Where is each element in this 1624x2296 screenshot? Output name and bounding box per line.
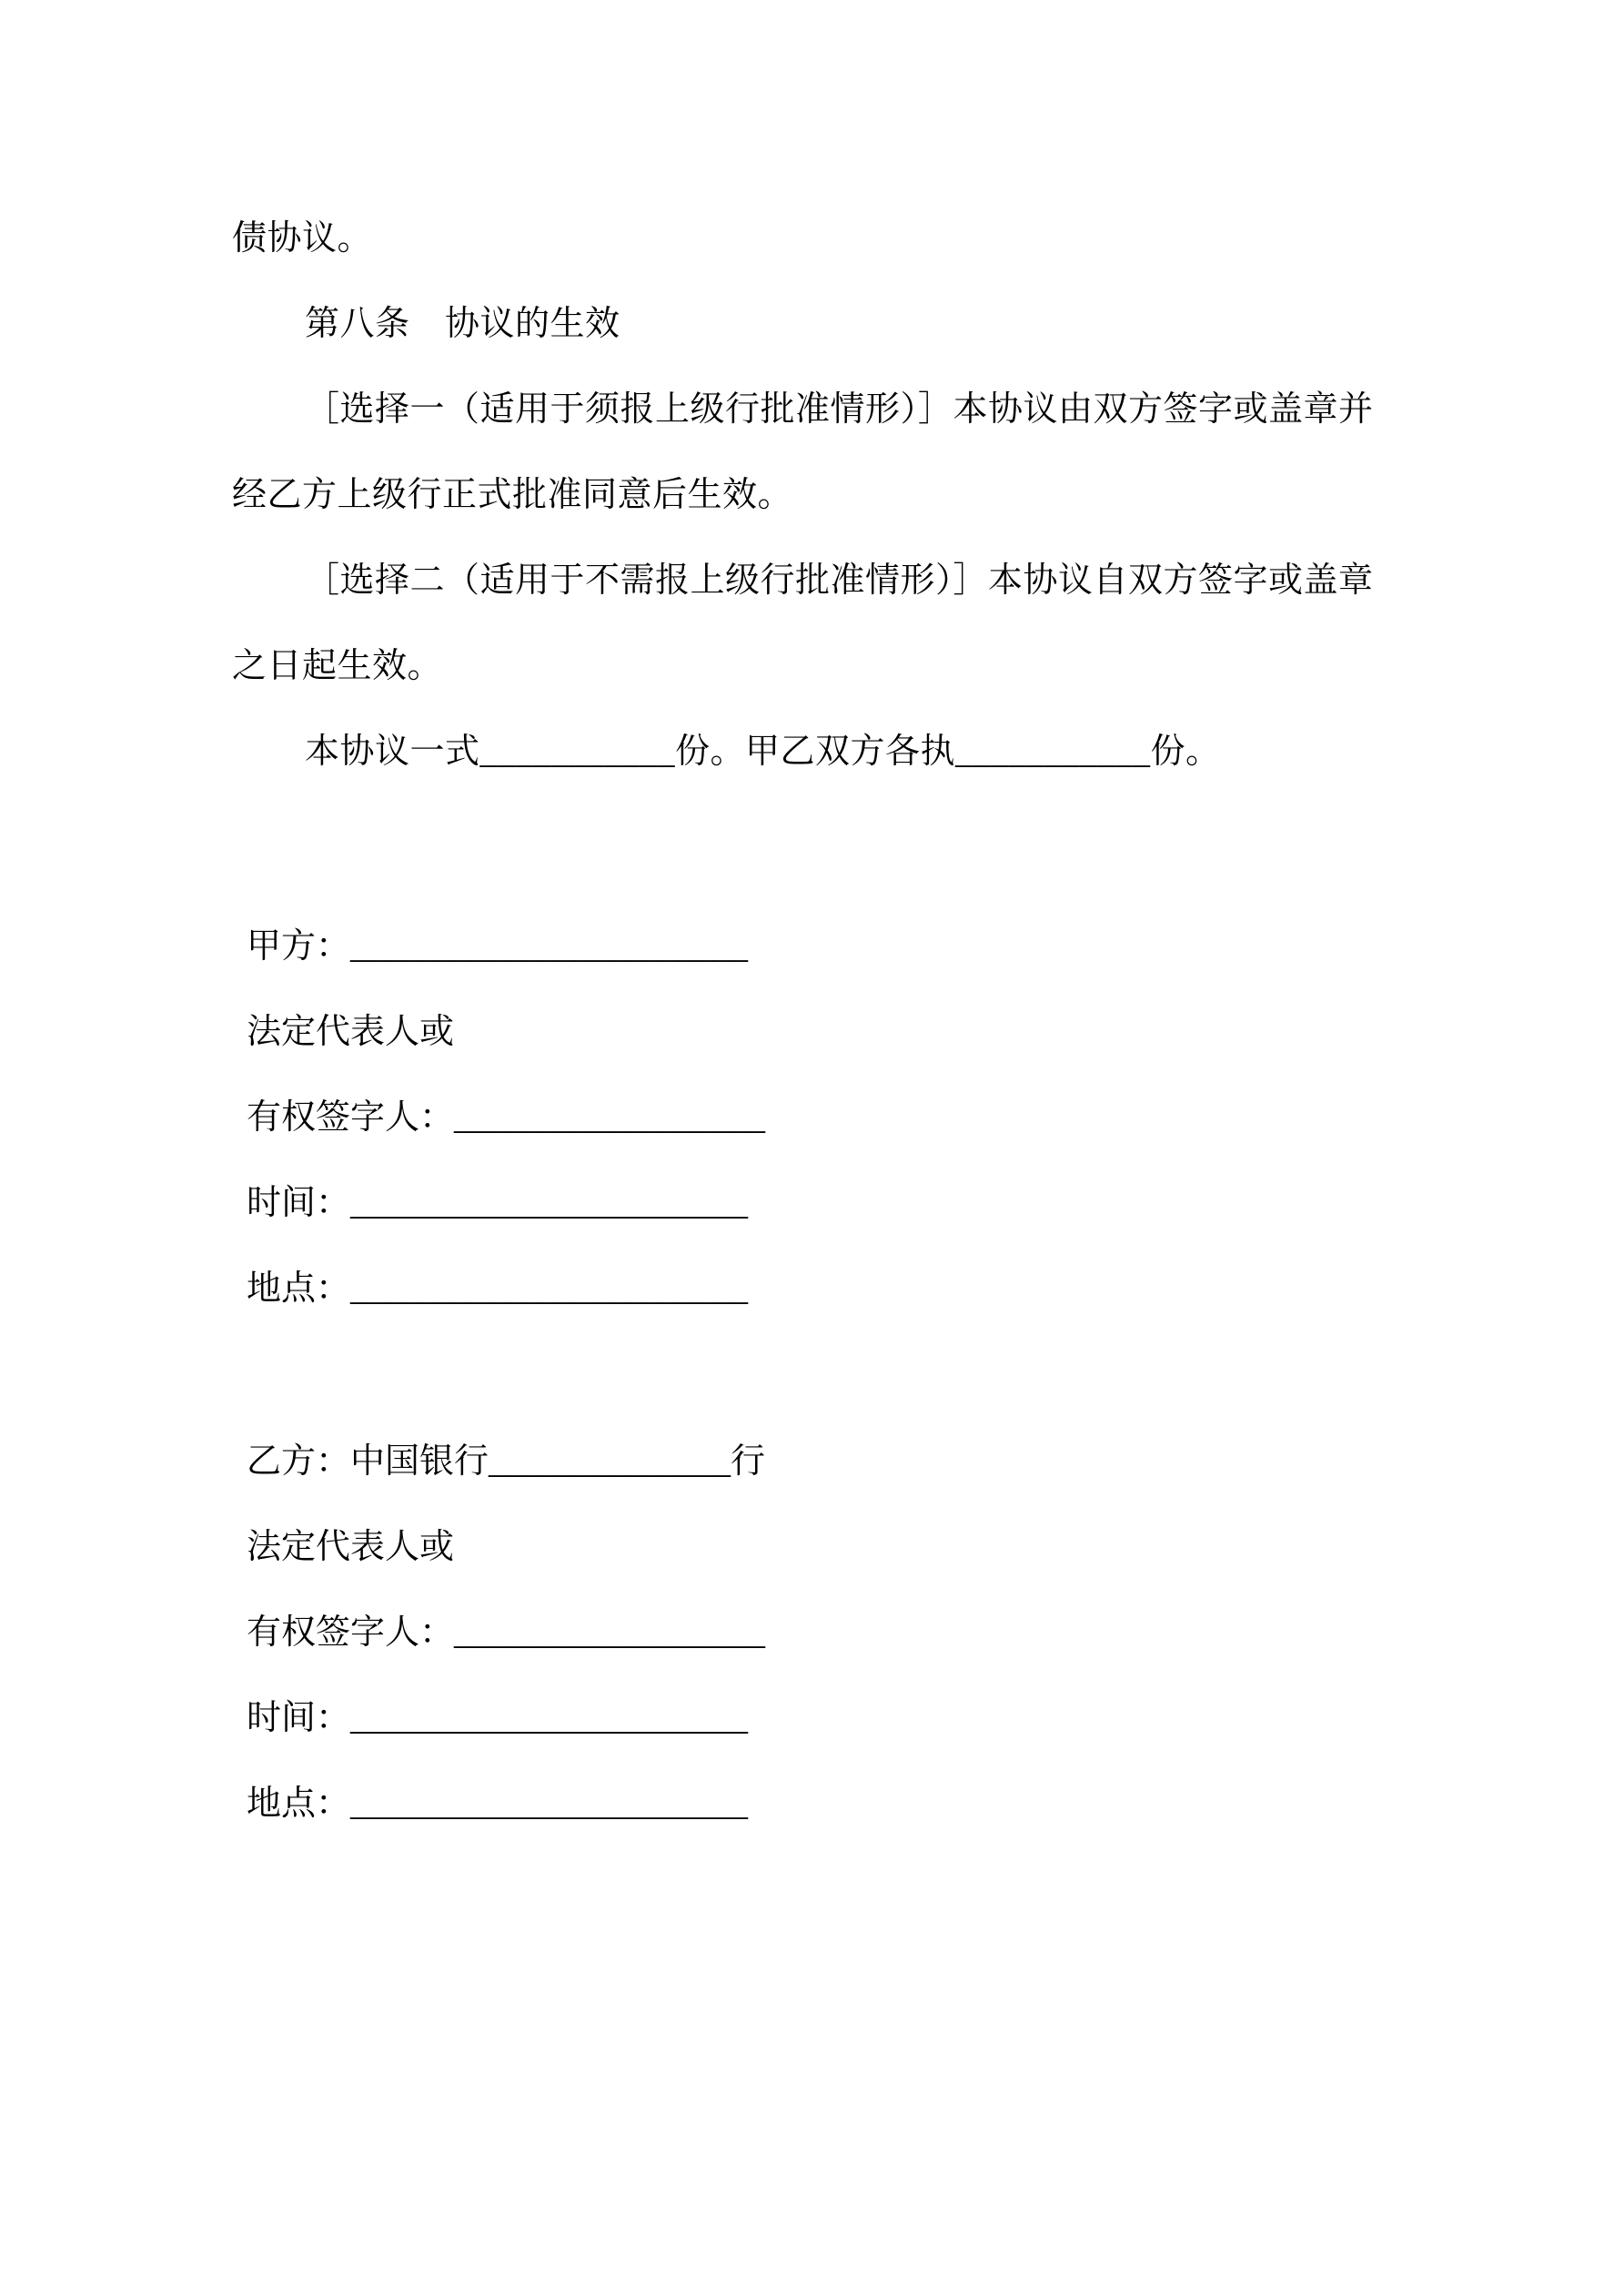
article-heading-eight: 第八条 协议的生效 [305,305,620,343]
spacer-between-signature-blocks [232,1331,1392,1419]
party-a-authorized-signer-line: 有权签字人：__________________ [247,1098,766,1137]
party-a-place-line: 地点：_______________________ [247,1269,749,1308]
party-a-name-line: 甲方：_______________________ [247,927,749,966]
paragraph-option-one: ［选择一（适用于须报上级行批准情形）］本协议由双方签字或盖章并经乙方上级行正式批准同意后生效。 [232,390,1374,514]
party-b-name-line: 乙方：中国银行______________行 [247,1442,766,1481]
signature-block-party-b [232,1419,1392,1846]
party-b-time-line: 时间：_______________________ [247,1699,749,1737]
paragraph-copies-clause: 本协议一式___________份。甲乙双方各执___________份。 [305,733,1221,771]
spacer-before-signatures [232,794,1392,904]
paragraph-option-two: ［选择二（适用于不需报上级行批准情形）］本协议自双方签字或盖章之日起生效。 [232,561,1374,685]
paragraph-continued-text: 债协议。 [232,219,373,258]
party-b-authorized-signer-line: 有权签字人：__________________ [247,1613,766,1652]
party-a-time-line: 时间：_______________________ [247,1184,749,1222]
party-b-legal-rep-label: 法定代表人或 [247,1528,455,1566]
party-a-legal-rep-label: 法定代表人或 [247,1013,455,1051]
party-b-place-line: 地点：_______________________ [247,1785,749,1823]
signature-block-party-a [232,904,1392,1331]
